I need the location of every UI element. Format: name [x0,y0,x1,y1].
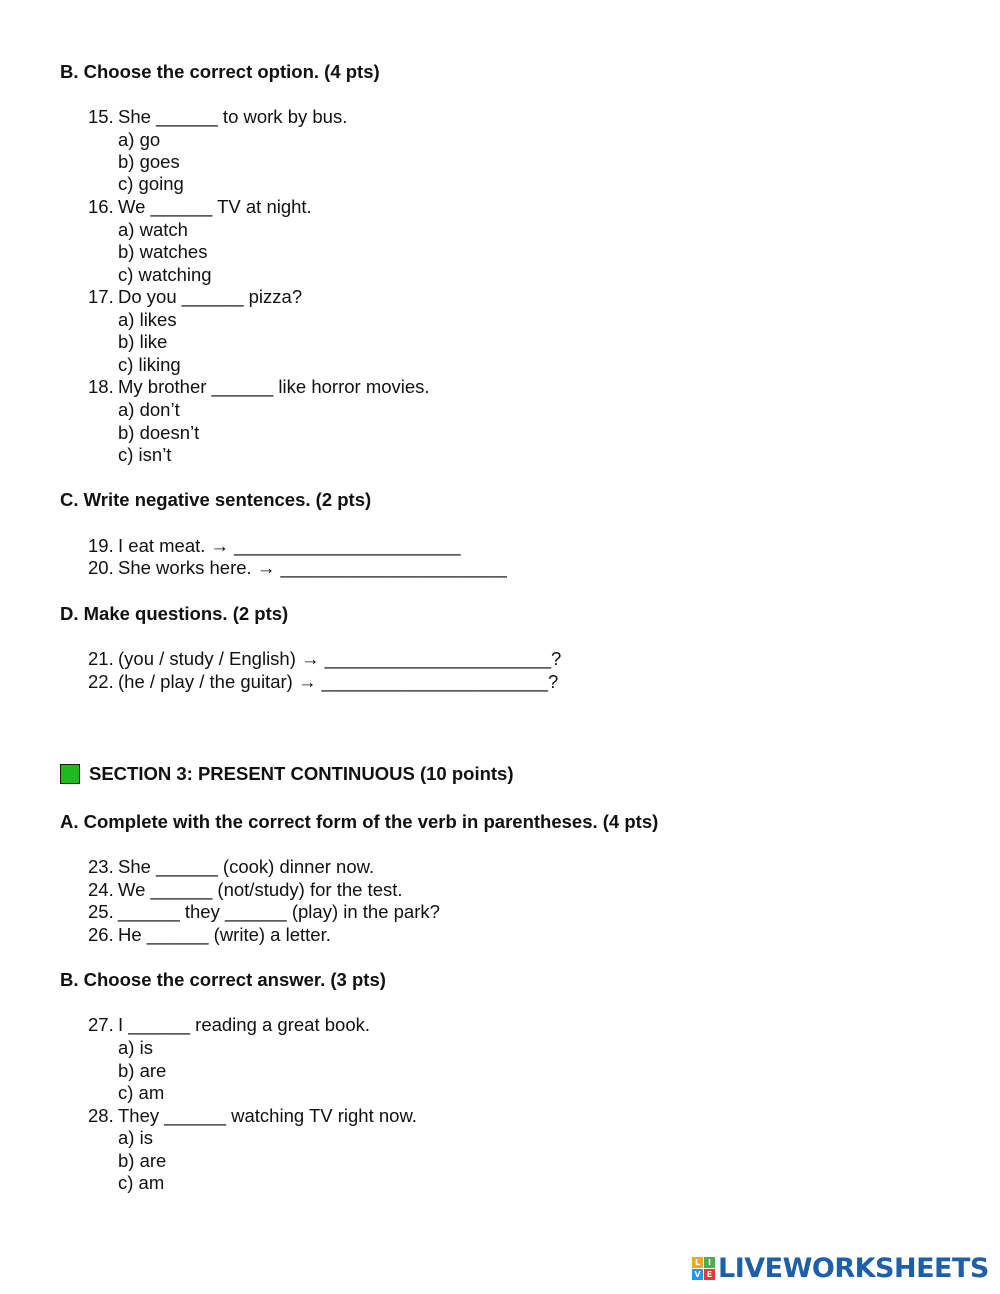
answer-line-20[interactable]: She works here. → ______________________ [118,557,507,578]
logo-tile-l: L [692,1257,703,1268]
question-text: Do you ______ pizza? [118,286,303,307]
question-number: 22. [88,671,114,692]
option-c[interactable]: c) going [118,173,184,194]
option-b[interactable]: b) doesn’t [118,422,200,443]
liveworksheets-logo[interactable] [692,1253,989,1284]
logo-tile-i: I [704,1257,715,1268]
part-a-heading: A. Complete with the correct form of the verb in parentheses. (4 pts) [60,811,659,832]
answer-line-19[interactable]: I eat meat. → ______________________ [118,535,461,556]
question-number: 16. [88,196,114,217]
option-c[interactable]: c) liking [118,354,181,375]
logo-tile-v: V [692,1269,703,1280]
logo-text: LIVEWORKSHEETS [718,1253,989,1284]
option-b[interactable]: b) like [118,331,168,352]
part-c-heading: C. Write negative sentences. (2 pts) [60,489,372,510]
option-a[interactable]: a) likes [118,309,177,330]
option-b[interactable]: b) watches [118,241,208,262]
option-c[interactable]: c) am [118,1082,165,1103]
question-text-23[interactable]: She ______ (cook) dinner now. [118,856,375,877]
answer-line-21[interactable]: (you / study / English) → ______________________? [118,648,562,669]
question-number: 18. [88,376,114,397]
option-a[interactable]: a) is [118,1037,153,1058]
logo-tile-e: E [704,1269,715,1280]
part-b-heading: B. Choose the correct option. (4 pts) [60,61,380,82]
part-d-heading: D. Make questions. (2 pts) [60,603,289,624]
question-text: My brother ______ like horror movies. [118,376,430,397]
question-number: 23. [88,856,114,877]
option-a[interactable]: a) go [118,129,161,150]
question-number: 27. [88,1014,114,1035]
question-number: 15. [88,106,114,127]
section-3-header [60,763,514,785]
answer-line-22[interactable]: (he / play / the guitar) → ______________________? [118,671,559,692]
green-square-icon [60,764,80,784]
option-b[interactable]: b) goes [118,151,180,172]
option-c[interactable]: c) am [118,1172,165,1193]
question-number: 21. [88,648,114,669]
option-c[interactable]: c) watching [118,264,212,285]
option-b[interactable]: b) are [118,1150,167,1171]
question-text: I ______ reading a great book. [118,1014,370,1035]
question-number: 19. [88,535,114,556]
question-number: 28. [88,1105,114,1126]
question-number: 26. [88,924,114,945]
option-b[interactable]: b) are [118,1060,167,1081]
option-a[interactable]: a) is [118,1127,153,1148]
question-number: 17. [88,286,114,307]
question-text-24[interactable]: We ______ (not/study) for the test. [118,879,403,900]
question-number: 24. [88,879,114,900]
question-text-25[interactable]: ______ they ______ (play) in the park? [118,901,440,922]
option-c[interactable]: c) isn’t [118,444,172,465]
question-text: They ______ watching TV right now. [118,1105,417,1126]
option-a[interactable]: a) watch [118,219,188,240]
question-text: She ______ to work by bus. [118,106,348,127]
question-number: 20. [88,557,114,578]
section-title: SECTION 3: PRESENT CONTINUOUS (10 points) [89,763,514,784]
question-text-26[interactable]: He ______ (write) a letter. [118,924,331,945]
liveworksheets-logo-icon [692,1257,715,1280]
question-text: We ______ TV at night. [118,196,312,217]
part-b-heading-2: B. Choose the correct answer. (3 pts) [60,969,386,990]
option-a[interactable]: a) don’t [118,399,180,420]
question-number: 25. [88,901,114,922]
